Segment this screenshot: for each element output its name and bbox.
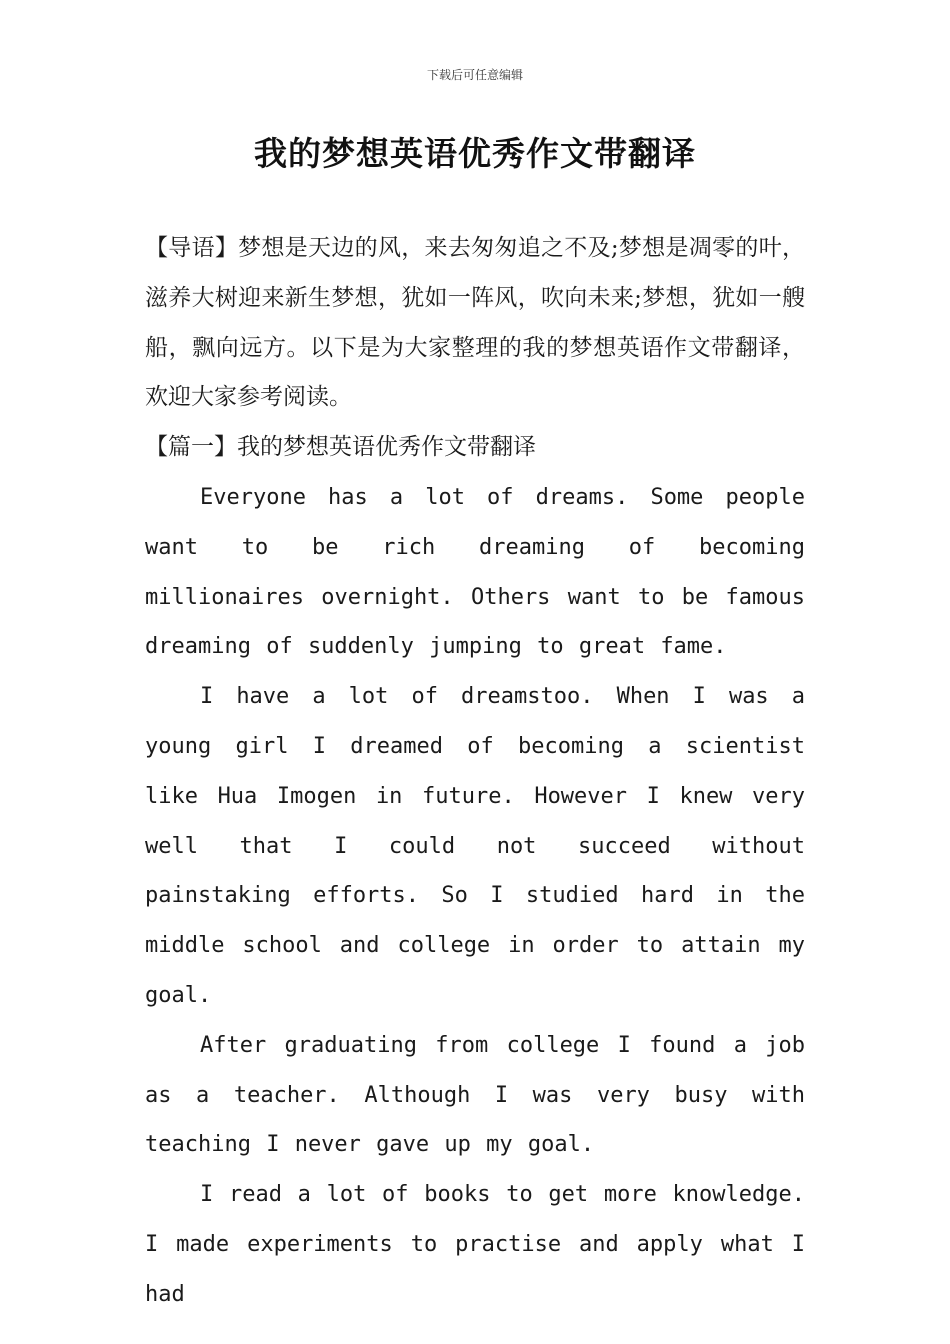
header-note: 下载后可任意编辑 xyxy=(426,68,523,82)
intro-paragraph: 【导语】梦想是天边的风，来去匆匆追之不及;梦想是凋零的叶，滋养大树迎来新生梦想，犹如一阵风，吹向未来;梦想，犹如一艘船，飘向远方。以下是为大家整理的我的梦想英语作文带翻译，欢迎大家参考阅读。 xyxy=(145,235,805,411)
section-heading: 【篇一】我的梦想英语优秀作文带翻译 xyxy=(145,434,536,461)
document-body xyxy=(145,224,805,1320)
essay-paragraph-2: I have a lot of dreamstoo. When I was a young girl I dreamed of becoming a scientist like Hua Imogen in future. However I knew very well that I could not succeed without painstaking efforts. So I studied hard in the middle school and college in order to attain my goal. xyxy=(145,684,805,1008)
document-title: 我的梦想英语优秀作文带翻译 xyxy=(254,134,696,173)
essay-paragraph-4: I read a lot of books to get more knowledge. I made experiments to practise and apply what I had xyxy=(145,1182,805,1307)
essay-paragraph-1: Everyone has a lot of dreams. Some people want to be rich dreaming of becoming millionaires overnight. Others want to be famous dreaming of suddenly jumping to great fame. xyxy=(145,484,805,660)
essay-paragraph-3: After graduating from college I found a job as a teacher. Although I was very busy with teaching I never gave up my goal. xyxy=(145,1032,805,1158)
